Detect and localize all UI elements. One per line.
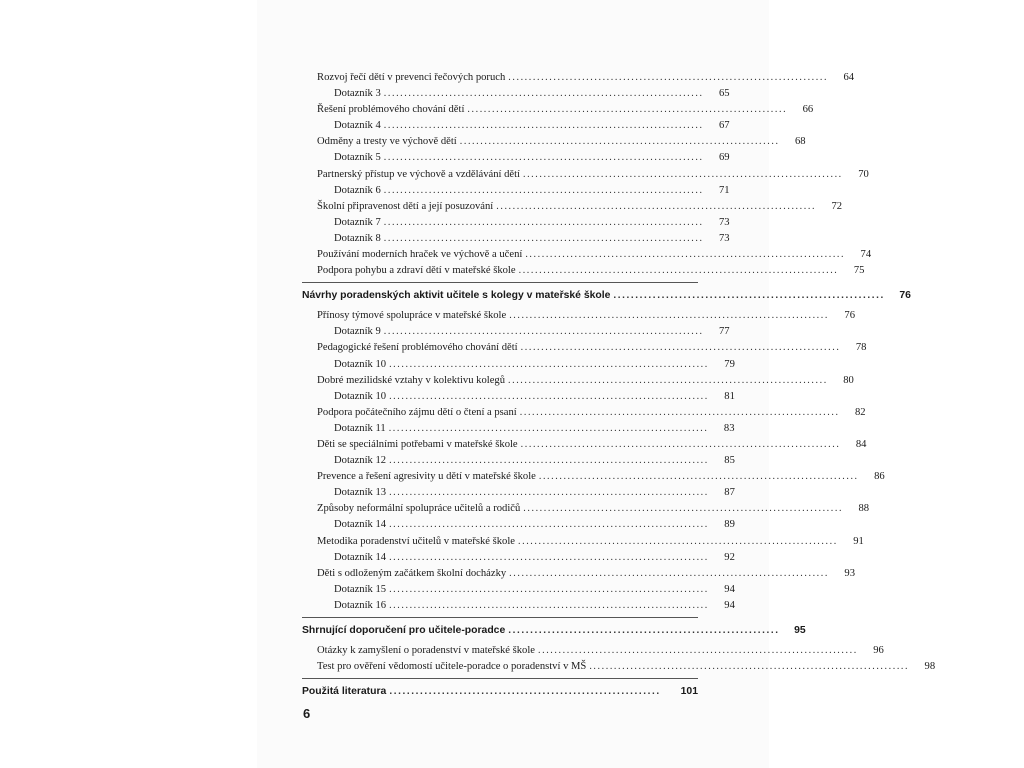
entry-page: 64 [843, 72, 855, 83]
toc-subentry [302, 215, 730, 231]
entry-page: 68 [794, 136, 806, 148]
toc-entry [302, 308, 855, 324]
page-number: 6 [303, 706, 311, 721]
dot-leader: .............................................................................. [389, 390, 709, 402]
entry-page: 78 [855, 342, 867, 354]
entry-title: Dotazník 6 [334, 184, 381, 196]
dot-leader: .............................................................. [508, 625, 780, 636]
divider [302, 282, 698, 283]
divider [302, 617, 698, 618]
toc-entry [302, 373, 854, 389]
entry-title: Způsoby neformální spolupráce učitelů a rodičů [317, 503, 521, 515]
entry-title: Partnerský přístup ve výchově a vzdělávání dětí [317, 168, 520, 180]
toc-section-heading [302, 287, 911, 304]
dot-leader: .............................................................................. [383, 216, 704, 228]
toc-group-2 [302, 308, 885, 614]
entry-title: Podpora pohybu a zdraví dětí v mateřské škole [317, 265, 516, 277]
dot-leader: .............................................................................. [520, 438, 841, 450]
entry-page: 82 [854, 406, 866, 418]
entry-page: 66 [802, 104, 814, 116]
section-title: Návrhy poradenských aktivit učitele s kolegy v mateřské škole [302, 290, 611, 302]
toc-entry [302, 134, 806, 150]
toc-subentry [302, 324, 730, 340]
entry-page: 96 [873, 645, 884, 656]
entry-page: 67 [719, 120, 730, 132]
dot-leader: .............................................................................. [389, 519, 709, 531]
entry-page: 89 [724, 519, 735, 531]
dot-leader: .............................................................................. [388, 422, 709, 434]
toc-section-heading [302, 683, 698, 700]
entry-title: Dotazník 10 [334, 390, 387, 402]
entry-page: 88 [858, 503, 870, 515]
toc-subentry [302, 582, 735, 598]
section-title: Použitá literatura [302, 686, 387, 698]
toc-entry [302, 566, 855, 582]
divider [302, 678, 698, 679]
entry-title: Dotazník 15 [334, 583, 387, 595]
entry-title: Test pro ověření vědomostí učitele-poradce o poradenství v MŠ [317, 661, 587, 673]
dot-leader: .............................................................................. [523, 503, 844, 515]
entry-title: Dotazník 11 [334, 422, 386, 434]
entry-title: Dotazník 14 [334, 551, 387, 563]
entry-title: Metodika poradenství učitelů v mateřské škole [317, 535, 515, 547]
toc-entry [302, 263, 865, 279]
entry-page: 75 [853, 265, 865, 277]
dot-leader: .............................................................................. [538, 471, 859, 483]
entry-title: Dotazník 16 [334, 599, 387, 611]
section-title: Shrnující doporučení pro učitele-poradce [302, 625, 506, 636]
entry-title: Prevence a řešení agresivity u dětí v mateřské škole [317, 471, 536, 483]
entry-title: Rozvoj řečí dětí v prevenci řečových poruch [317, 72, 506, 83]
entry-title: Dotazník 5 [334, 152, 381, 164]
dot-leader: .............................................................................. [589, 661, 910, 673]
entry-page: 91 [853, 535, 864, 547]
dot-leader: .............................................................................. [509, 310, 829, 322]
dot-leader: .............................................................................. [508, 72, 829, 83]
entry-title: Dotazník 13 [334, 487, 387, 499]
dot-leader: .............................................................................. [383, 88, 704, 100]
entry-title: Přínosy týmové spolupráce v mateřské škole [317, 310, 507, 322]
toc-subentry [302, 150, 730, 166]
dot-leader: .............................................................................. [389, 487, 709, 499]
toc-subentry [302, 389, 735, 405]
toc-subentry [302, 118, 730, 134]
entry-page: 94 [724, 599, 735, 611]
toc-section-heading [302, 622, 806, 639]
dot-leader: .............................................................................. [496, 200, 817, 212]
toc-entry [302, 437, 867, 453]
toc-subentry [302, 485, 735, 501]
entry-page: 84 [855, 438, 867, 450]
entry-page: 86 [874, 471, 885, 483]
toc-entry [302, 247, 872, 263]
entry-title: Otázky k zamyšlení o poradenství v mateřské škole [317, 645, 535, 656]
toc-subentry [302, 86, 730, 102]
entry-page: 71 [719, 184, 730, 196]
dot-leader: .............................................................................. [508, 374, 828, 386]
dot-leader: .............................................................................. [389, 358, 709, 370]
toc-subentry [302, 453, 735, 469]
entry-page: 74 [860, 249, 872, 261]
dot-leader: .............................................................................. [459, 136, 780, 148]
toc-subentry [302, 231, 730, 247]
toc-entry [302, 199, 843, 215]
entry-title: Řešení problémového chování dětí [317, 104, 465, 116]
dot-leader: .............................................................................. [383, 184, 704, 196]
toc-subentry [302, 357, 735, 373]
toc-entry [302, 167, 869, 183]
entry-title: Děti s odloženým začátkem školní docházky [317, 567, 507, 579]
entry-page: 76 [844, 310, 855, 322]
section-page: 101 [680, 686, 698, 698]
entry-title: Dotazník 7 [334, 216, 381, 228]
entry-page: 83 [723, 422, 735, 434]
entry-page: 70 [858, 168, 869, 180]
entry-title: Používání moderních hraček ve výchově a učení [317, 249, 523, 261]
entry-title: Dotazník 4 [334, 120, 381, 132]
entry-page: 73 [719, 216, 730, 228]
entry-page: 65 [719, 88, 730, 100]
dot-leader: .............................................................................. [518, 535, 838, 547]
toc-entry [302, 70, 855, 86]
toc-group-3 [302, 643, 936, 675]
dot-leader: .............................................................. [613, 290, 885, 302]
entry-title: Dotazník 3 [334, 88, 381, 100]
entry-page: 93 [844, 567, 855, 579]
toc-entry [302, 534, 864, 550]
entry-title: Dotazník 14 [334, 519, 387, 531]
dot-leader: .............................................................................. [509, 567, 829, 579]
dot-leader: .............................................................................. [520, 342, 841, 354]
entry-title: Školní připravenost dětí a její posuzování [317, 200, 494, 212]
toc-subentry [302, 517, 735, 533]
toc-entry [302, 659, 936, 675]
dot-leader: .............................................................................. [383, 326, 704, 338]
entry-page: 81 [724, 390, 735, 402]
entry-title: Pedagogické řešení problémového chování dětí [317, 342, 518, 354]
dot-leader: .............................................................................. [525, 249, 846, 261]
entry-title: Odměny a tresty ve výchově dětí [317, 136, 457, 148]
section-page: 95 [794, 625, 806, 636]
toc-entry [302, 643, 884, 659]
entry-page: 69 [719, 152, 730, 164]
toc-entry [302, 340, 867, 356]
dot-leader: .............................................................................. [467, 104, 788, 116]
dot-leader: .............................................................................. [389, 455, 709, 467]
dot-leader: .............................................................................. [383, 232, 704, 244]
entry-title: Dobré mezilidské vztahy v kolektivu kolegů [317, 374, 505, 386]
entry-page: 87 [724, 487, 735, 499]
dot-leader: .............................................................................. [383, 120, 704, 132]
toc-subentry [302, 550, 735, 566]
entry-page: 77 [719, 326, 730, 338]
section-page: 76 [899, 290, 911, 302]
entry-page: 94 [724, 583, 735, 595]
toc-group-1 [302, 70, 872, 279]
entry-title: Podpora počátečního zájmu dětí o čtení a psaní [317, 406, 517, 418]
dot-leader: .............................................................................. [389, 599, 709, 611]
entry-page: 73 [719, 232, 730, 244]
toc-entry [302, 469, 885, 485]
dot-leader: .............................................................................. [538, 645, 858, 656]
entry-title: Děti se speciálními potřebami v mateřské škole [317, 438, 518, 450]
entry-page: 85 [724, 455, 735, 467]
toc-subentry [302, 183, 730, 199]
dot-leader: .............................................................................. [522, 168, 843, 180]
toc-entry [302, 102, 814, 118]
dot-leader: .............................................................................. [389, 551, 709, 563]
dot-leader: .............................................................................. [383, 152, 704, 164]
entry-title: Dotazník 8 [334, 232, 381, 244]
entry-title: Dotazník 9 [334, 326, 381, 338]
toc-subentry [302, 421, 735, 437]
toc-subentry [302, 598, 735, 614]
dot-leader: .............................................................. [389, 686, 661, 698]
entry-page: 92 [724, 551, 735, 563]
dot-leader: .............................................................................. [518, 265, 839, 277]
entry-page: 72 [831, 200, 843, 212]
dot-leader: .............................................................................. [519, 406, 840, 418]
entry-page: 80 [843, 374, 854, 386]
entry-page: 98 [924, 661, 936, 673]
dot-leader: .............................................................................. [389, 583, 709, 595]
toc-entry [302, 501, 870, 517]
entry-page: 79 [724, 358, 735, 370]
entry-title: Dotazník 12 [334, 455, 387, 467]
entry-title: Dotazník 10 [334, 358, 387, 370]
table-of-contents [302, 70, 936, 700]
toc-entry [302, 405, 866, 421]
